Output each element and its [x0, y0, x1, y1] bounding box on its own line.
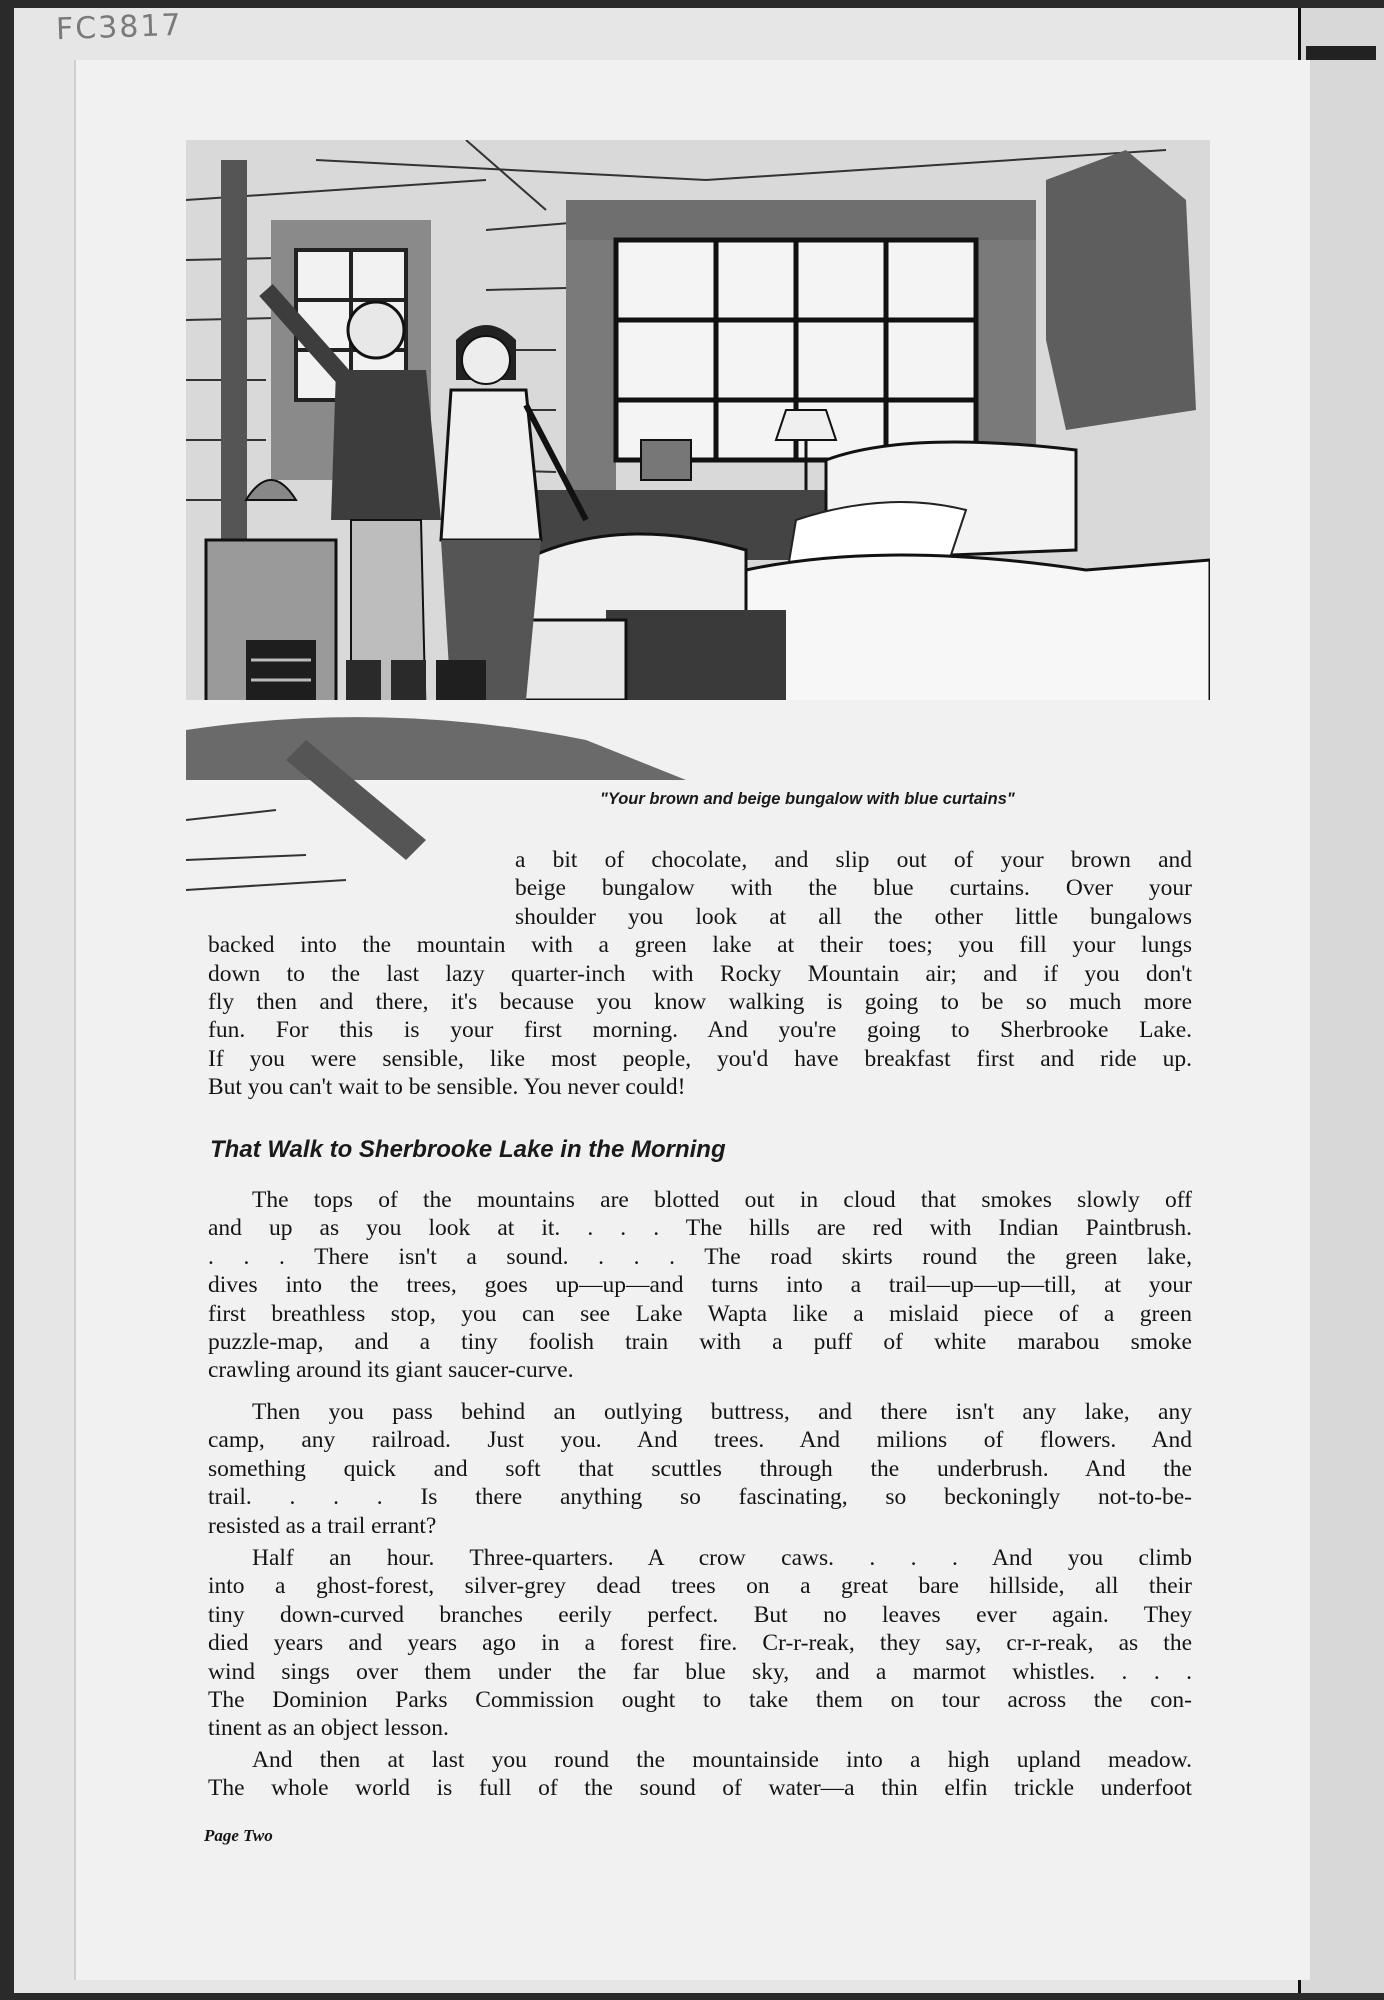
text-line: dives into the trees, goes up—up—and turns into a trail—up—up—till, at your — [208, 1272, 1192, 1299]
text-line: If you were sensible, like most people, you'd have breakfast first and ride up. — [208, 1045, 1192, 1072]
walk-paragraph-3 — [208, 1544, 1192, 1743]
text-line: into a ghost-forest, silver-grey dead trees on a great bare hillside, all their — [208, 1573, 1192, 1600]
text-line: something quick and soft that scuttles through the underbrush. And the — [208, 1455, 1192, 1482]
text-line: The tops of the mountains are blotted out in cloud that smokes slowly off — [252, 1187, 1192, 1213]
text-line: camp, any railroad. Just you. And trees. And milions of flowers. And — [208, 1427, 1192, 1454]
text-line: died years and years ago in a forest fire. Cr-r-reak, they say, cr-r-reak, as the — [208, 1630, 1192, 1657]
text-line: . . . There isn't a sound. . . . The road skirts round the green lake, — [208, 1243, 1192, 1270]
text-line: down to the last lazy quarter-inch with Rocky Mountain air; and if you don't — [208, 960, 1192, 987]
text-line: But you can't wait to be sensible. You never could! — [208, 1074, 686, 1101]
text-line: Then you pass behind an outlying buttress, and there isn't any lake, any — [252, 1399, 1192, 1425]
bungalow-drawing — [186, 140, 1210, 900]
adjacent-page-edge — [1298, 8, 1384, 1993]
text-line: The Dominion Parks Commission ought to take them on tour across the con- — [208, 1687, 1192, 1714]
text-line: crawling around its giant saucer-curve. — [208, 1357, 574, 1384]
text-line: And then at last you round the mountainside into a high upland meadow. — [252, 1747, 1192, 1773]
walk-paragraph-2 — [208, 1398, 1192, 1540]
text-line: fun. For this is your first morning. And you're going to Sherbrooke Lake. — [208, 1017, 1192, 1044]
text-line: tinent as an object lesson. — [208, 1715, 449, 1742]
figure-caption: "Your brown and beige bungalow with blue curtains" — [600, 790, 1015, 808]
text-line: a bit of chocolate, and slip out of your brown and — [515, 847, 1192, 873]
text-line: puzzle-map, and a tiny foolish train with a puff of white marabou smoke — [208, 1329, 1192, 1356]
text-line: first breathless stop, you can see Lake Wapta like a mislaid piece of a green — [208, 1300, 1192, 1327]
text-line: trail. . . . Is there anything so fascinating, so beckoningly not-to-be- — [208, 1484, 1192, 1511]
page-number-label: Page Two — [204, 1826, 273, 1845]
text-line: and up as you look at it. . . . The hills are red with Indian Paintbrush. — [208, 1215, 1192, 1242]
archive-stamp: FC3817 — [55, 7, 184, 48]
walk-paragraph-1 — [208, 1186, 1192, 1385]
text-line: tiny down-curved branches eerily perfect. But no leaves ever again. They — [208, 1601, 1192, 1628]
text-line: The whole world is full of the sound of water—a thin elfin trickle underfoot — [208, 1775, 1192, 1802]
text-line: Half an hour. Three-quarters. A crow caws. . . . And you climb — [252, 1545, 1192, 1571]
text-line: fly then and there, it's because you know walking is going to be so much more — [208, 989, 1192, 1016]
text-line: wind sings over them under the far blue sky, and a marmot whistles. . . . — [208, 1658, 1192, 1685]
text-line: backed into the mountain with a green lake at their toes; you fill your lungs — [208, 932, 1192, 959]
intro-paragraph — [208, 846, 1192, 1102]
text-line: shoulder you look at all the other little bungalows — [515, 903, 1192, 930]
text-line: resisted as a trail errant? — [208, 1512, 437, 1539]
section-heading: That Walk to Sherbrooke Lake in the Morning — [210, 1136, 726, 1163]
walk-paragraph-4 — [208, 1746, 1192, 1803]
bungalow-illustration — [186, 140, 1210, 900]
text-line: beige bungalow with the blue curtains. Over your — [515, 875, 1192, 902]
adjacent-page-strip — [1306, 46, 1376, 60]
